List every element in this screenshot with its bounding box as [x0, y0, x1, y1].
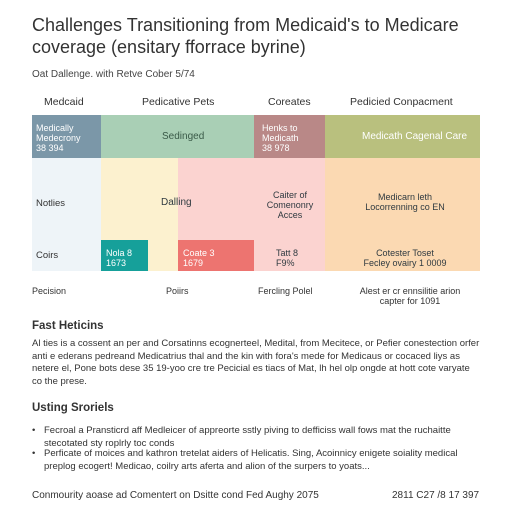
footrow-fercling: Fercling Polel	[258, 286, 313, 296]
row-label-notlies: Notlies	[36, 198, 66, 209]
list-item-text: Perficate of moices and kathron tretelat aiders of Helicatis. Sing, Acoinnicy enigete soiality medical preplog ecogert! Medicao, coilry arts aferta and alion of the surpers to yoats...	[44, 448, 458, 472]
cell-r3-cream	[148, 240, 178, 271]
footrow-pecision: Pecision	[32, 286, 67, 296]
table-subtitle: Oat Dallenge. with Retve Cober 5/74	[32, 69, 195, 80]
cell-r1-c3-text: Henks to Medicath 38 978	[262, 123, 299, 153]
section-title-listing: Usting Sroriels	[32, 402, 114, 414]
cell-r1-c4-text: Medicath Cagenal Care	[362, 131, 468, 142]
column-header-pedicative: Pedicative Pets	[142, 96, 215, 108]
column-header-pedicied: Pedicied Conpacment	[350, 96, 453, 108]
cell-r3-c3-text: Tatt 8 F9%	[276, 248, 299, 268]
cell-r1-c2-text: Sedinged	[162, 131, 205, 142]
fast-paragraph: Al ties is a cossent an per and Corsatinns ecognerteel, Medital, from Mecitece, or Pefier conestection orfer anti e ederans pedreand Medicatrius thal and the kin with fora's mede for Medicaus or cocaced liys as netere el, Pone bots dese 35 19-yoo cre tre Pecicial es tiacs of Mat, lh hel olp ongde at hott cote varyate co the prese.	[32, 338, 480, 387]
list-item-text: Fecroal a Pransticrd aff Medleicer of appreorte sstly piving to defficiss wall fows mat the ruchaitte stecotated sty roplrly toc conds	[44, 425, 451, 449]
cell-r2-c3-text: Caiter of Comenonry Acces	[266, 190, 314, 220]
bullet-icon: •	[32, 425, 36, 436]
footer-source: Conmourity aoase ad Comentert on Dsitte cond Fed Aughy 2075	[32, 490, 319, 501]
list-item	[32, 448, 482, 474]
section-title-fast: Fast Heticins	[32, 320, 104, 332]
column-header-medicaid: Medcaid	[44, 96, 84, 108]
cell-r1-c1-text: Medically Medecrony 38 394	[36, 123, 81, 153]
cell-r3-teal-text: Nola 8 1673	[106, 248, 133, 268]
footer-code: 2811 C27 /8 17 397	[392, 490, 480, 501]
row-label-coirs: Coirs	[36, 250, 59, 261]
page-title: Challenges Transitioning from Medicaid's to Medicare coverage (ensitary fforrace byrine)	[32, 15, 459, 57]
cell-r2-c2-text: Dalling	[161, 197, 192, 208]
cell-r3-c4-text: Cotester Toset Fecley ovairy 1 0009	[363, 248, 447, 268]
bullet-icon: •	[32, 448, 36, 459]
cell-r2-c4-text: Medicarn leth Locorrenning co EN	[365, 192, 445, 212]
footrow-poiirs: Poiirs	[166, 286, 189, 296]
cell-r3-coral-text: Coate 3 1679	[183, 248, 215, 268]
column-header-coreates: Coreates	[268, 96, 311, 108]
footrow-alest: Alest er cr ennsilitie arion capter for 1091	[359, 286, 461, 306]
